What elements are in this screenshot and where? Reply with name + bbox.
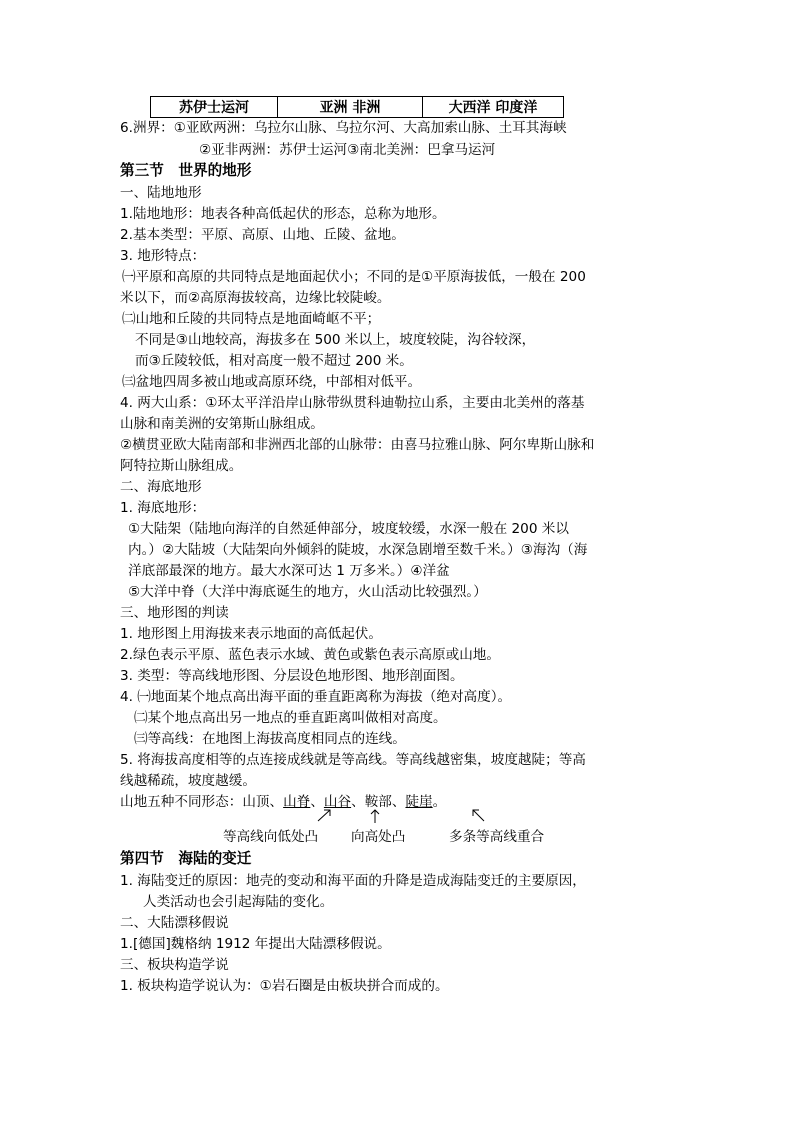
text-line: 1. 海陆变迁的原因：地壳的变动和海平面的升降是造成海陆变迁的主要原因， — [120, 873, 586, 889]
strait-table — [150, 96, 564, 118]
text-line: 1.[德国]魏格纳 1912 年提出大陆漂移假说。 — [120, 936, 391, 952]
text-line: 米以下，而②高原海拔较高，边缘比较陡峻。 — [120, 290, 391, 306]
landform-item: 山谷 — [323, 794, 352, 810]
text-line: ㈢等高线：在地图上海拔高度相同点的连线。 — [134, 731, 406, 747]
section-heading: 第三节 世界的地形 — [120, 162, 252, 179]
period: 。 — [432, 794, 447, 810]
landform-item: 山脊 — [283, 794, 311, 810]
text-line: 洋底部最深的地方。最大水深可达 1 万多米。）④洋盆 — [128, 563, 450, 579]
table-cell: 苏伊士运河 — [151, 97, 278, 118]
landform-prefix: 山地五种不同形态： — [120, 794, 243, 810]
annotation-note: 向高处凸 — [351, 829, 406, 845]
text-line: 3. 类型：等高线地形图、分层设色地形图、地形剖面图。 — [120, 668, 464, 684]
landform-item: 山顶 — [242, 794, 270, 810]
subsection-heading: 一、陆地地形 — [120, 185, 202, 201]
text-line: ②横贯亚欧大陆南部和非洲西北部的山脉带：由喜马拉雅山脉、阿尔卑斯山脉和 — [120, 437, 595, 453]
text-line: 1. 海底地形： — [120, 500, 206, 516]
text-line: ㈡某个地点高出另一地点的垂直距离叫做相对高度。 — [134, 710, 447, 726]
text-line: 人类活动也会引起海陆的变化。 — [143, 894, 334, 910]
text-line: 3. 地形特点： — [120, 248, 206, 264]
landform-item: 鞍部 — [364, 794, 392, 810]
subsection-heading: 二、大陆漂移假说 — [120, 915, 229, 931]
arrow-line — [473, 810, 484, 821]
table-row — [151, 97, 564, 118]
section-heading: 第四节 海陆的变迁 — [120, 850, 252, 867]
text-line: 阿特拉斯山脉组成。 — [120, 458, 243, 474]
text-line: 1. 板块构造学说认为：①岩石圈是由板块拼合而成的。 — [120, 978, 449, 994]
annotation-note: 等高线向低处凸 — [223, 829, 319, 845]
separator: 、 — [391, 794, 406, 810]
text-line: 5. 将海拔高度相等的点连接成线就是等高线。等高线越密集，坡度越陡；等高 — [120, 752, 586, 768]
table-cell: 亚洲 非洲 — [278, 97, 423, 118]
text-line: 不同是③山地较高，海拔多在 500 米以上，坡度较陡，沟谷较深， — [135, 332, 536, 348]
text-line: 2.基本类型：平原、高原、山地、丘陵、盆地。 — [120, 227, 405, 243]
landform-line — [120, 792, 446, 812]
separator: 、 — [269, 794, 284, 810]
text-line: ②亚非两洲：苏伊士运河③南北美洲：巴拿马运河 — [199, 142, 496, 158]
text-line: 4. ㈠地面某个地点高出海平面的垂直距离称为海拔（绝对高度）。 — [120, 689, 512, 705]
text-line: ㈢盆地四周多被山地或高原环绕，中部相对低平。 — [122, 374, 422, 390]
text-line: 线越稀疏，坡度越缓。 — [120, 773, 256, 789]
text-line: ㈠平原和高原的共同特点是地面起伏小；不同的是①平原海拔低，一般在 200 — [122, 269, 586, 285]
text-line: 1.陆地地形：地表各种高低起伏的形态，总称为地形。 — [120, 206, 446, 222]
text-line: ㈡山地和丘陵的共同特点是地面崎岖不平； — [122, 311, 381, 327]
text-line: 内。）②大陆坡（大陆架向外倾斜的陡坡，水深急剧增至数千米。）③海沟（海 — [128, 542, 588, 558]
subsection-heading: 二、海底地形 — [120, 479, 202, 495]
text-line: ⑤大洋中脊（大洋中海底诞生的地方，火山活动比较强烈。） — [128, 584, 487, 600]
separator: 、 — [310, 794, 324, 810]
subsection-heading: 三、板块构造学说 — [120, 957, 229, 973]
text-line: 6.洲界：①亚欧两洲：乌拉尔山脉、乌拉尔河、大高加索山脉、土耳其海峡 — [120, 120, 567, 136]
landform-item: 陡崖 — [405, 794, 433, 810]
separator: 、 — [351, 794, 365, 810]
text-line: ①大陆架（陆地向海洋的自然延伸部分，坡度较缓，水深一般在 200 米以 — [128, 521, 569, 537]
text-line: 2.绿色表示平原、蓝色表示水域、黄色或紫色表示高原或山地。 — [120, 647, 500, 663]
table-cell: 大西洋 印度洋 — [423, 97, 564, 118]
text-line: 4. 两大山系：①环太平洋沿岸山脉带纵贯科迪勒拉山系，主要由北美州的落基 — [120, 395, 585, 411]
text-line: 而③丘陵较低，相对高度一般不超过 200 米。 — [135, 353, 413, 369]
text-line: 山脉和南美洲的安第斯山脉组成。 — [120, 416, 324, 432]
text-line: 1. 地形图上用海拔来表示地面的高低起伏。 — [120, 626, 382, 642]
annotation-note: 多条等高线重合 — [449, 829, 545, 845]
subsection-heading: 三、地形图的判读 — [120, 605, 229, 621]
arrow-head — [473, 810, 479, 816]
